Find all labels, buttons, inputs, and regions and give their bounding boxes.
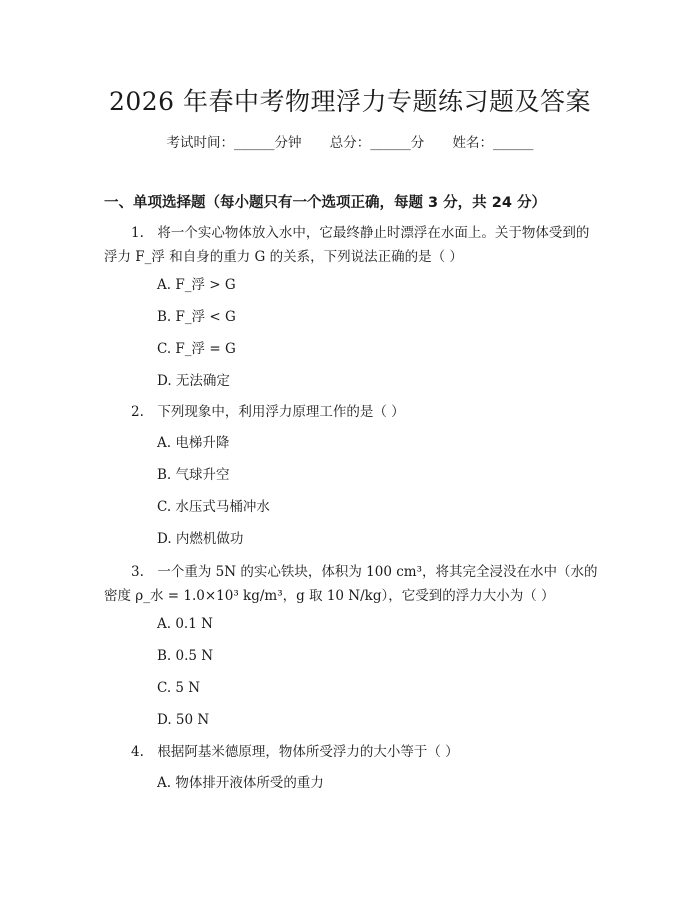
total-score-field: 总分：______分	[329, 135, 425, 151]
question-4: 4. 根据阿基米德原理，物体所受浮力的大小等于（ ）	[131, 744, 459, 760]
question-1-option-c: C. F_浮 = G	[157, 341, 236, 357]
question-2-option-b: B. 气球升空	[157, 467, 230, 483]
question-4-option-a: A. 物体排开液体所受的重力	[157, 775, 324, 791]
page-title: 2026 年春中考物理浮力专题练习题及答案	[108, 87, 592, 116]
question-1-option-b: B. F_浮 < G	[157, 309, 236, 325]
question-1: 1. 将一个实心物体放入水中，它最终静止时漂浮在水面上。关于物体受到的浮力 F_浮 和自身的重力 G 的关系，下列说法正确的是（ ）	[104, 225, 590, 265]
question-3-option-a: A. 0.1 N	[157, 616, 213, 632]
question-2-option-a: A. 电梯升降	[157, 435, 230, 451]
exam-meta	[0, 131, 700, 151]
section-heading: 一、单项选择题（每小题只有一个选项正确，每题 3 分，共 24 分）	[104, 195, 546, 211]
question-1-option-a: A. F_浮 > G	[157, 277, 236, 293]
question-2: 2. 下列现象中，利用浮力原理工作的是（ ）	[131, 404, 405, 420]
question-3-option-c: C. 5 N	[157, 680, 201, 696]
question-1-option-d: D. 无法确定	[157, 373, 230, 389]
question-2-option-c: C. 水压式马桶冲水	[157, 499, 270, 515]
question-3-option-d: D. 50 N	[157, 712, 210, 728]
question-2-option-d: D. 内燃机做功	[157, 531, 244, 547]
student-name-field: 姓名：______	[452, 135, 534, 151]
question-3-option-b: B. 0.5 N	[157, 648, 214, 664]
exam-time-field: 考试时间：______分钟	[166, 135, 302, 151]
question-3: 3. 一个重为 5N 的实心铁块，体积为 100 cm³，将其完全浸没在水中（水的密度 ρ_水 = 1.0×10³ kg/m³，g 取 10 N/kg），它受到的浮力大小为（ ）	[104, 564, 598, 604]
